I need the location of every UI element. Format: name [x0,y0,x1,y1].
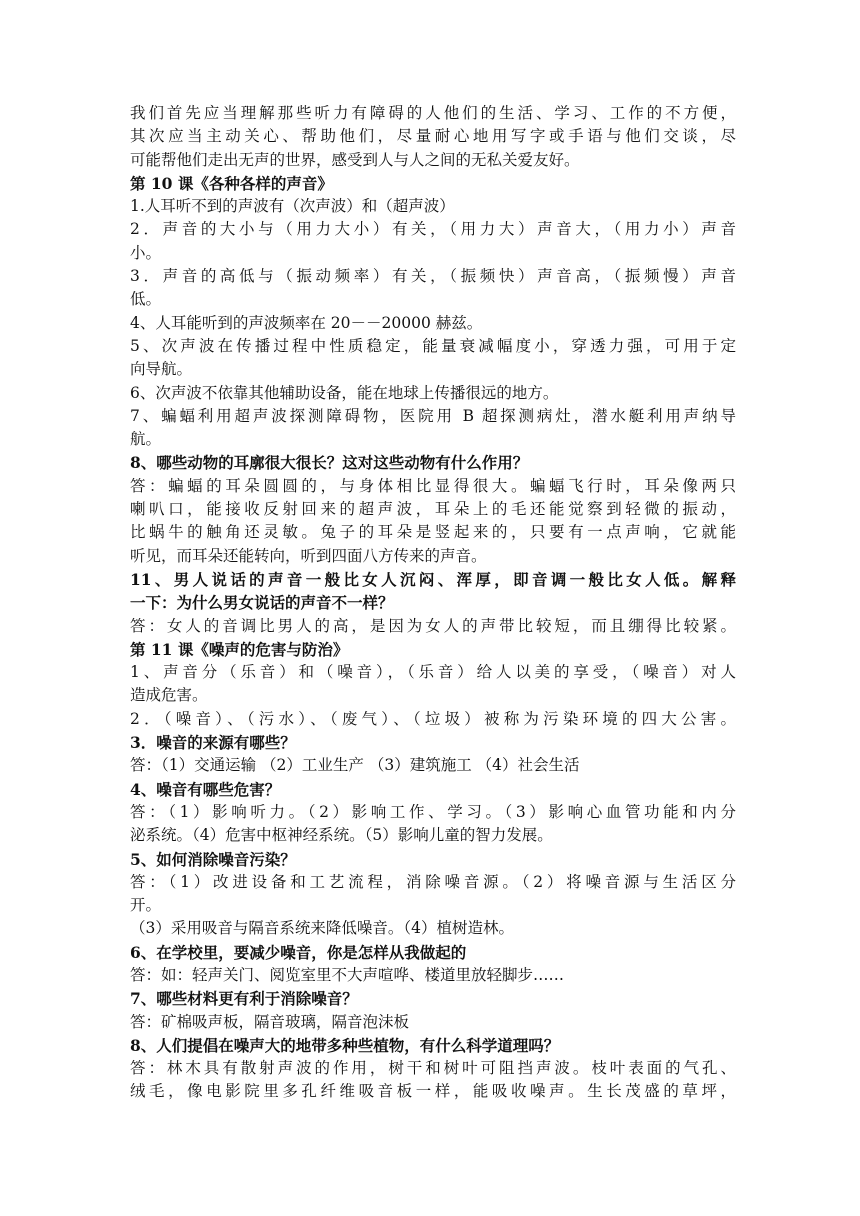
text-line: 航。 [130,430,162,449]
text-line: 听见，而耳朵还能转向，听到四面八方传来的声音。 [130,546,487,565]
text-line: 5、次声波在传播过程中性质稳定，能量衰减幅度小，穿透力强，可用于定 [130,336,736,355]
text-line: 其次应当主动关心、帮助他们，尽量耐心地用写字或手语与他们交谈，尽 [130,127,736,146]
text-line: 我们首先应当理解那些听力有障碍的人他们的生活、学习、工作的不方便， [130,104,736,122]
text-line: 小。 [130,243,162,262]
text-line: 喇叭口，能接收反射回来的超声波，耳朵上的毛还能觉察到轻微的振动， [130,500,736,519]
text-line: 答：林木具有散射声波的作用，树干和树叶可阻挡声波。枝叶表面的气孔、 [130,1059,736,1078]
text-line: 答：女人的音调比男人的高，是因为女人的声带比较短，而且绷得比较紧。 [130,616,736,635]
text-line: 向导航。 [130,360,193,379]
text-line: 答：（1）交通运输 （2）工业生产 （3）建筑施工 （4）社会生活 [130,756,580,775]
heading-line: 8、哪些动物的耳廓很大很长？这对这些动物有什么作用？ [130,453,529,473]
text-line: （3）采用吸音与隔音系统来降低噪音。（4）植树造林。 [130,919,514,938]
heading-line: 7、哪些材料更有利于消除噪音？ [130,989,358,1009]
heading-line: 11、男人说话的声音一般比女人沉闷、浑厚，即音调一般比女人低。解释 [130,569,736,589]
text-line: 2．声音的大小与（用力大小）有关，（用力大）声音大，（用力小）声音 [130,220,736,239]
heading-line: 第 10 课《各种各样的声音》 [130,173,333,193]
text-line: 开。 [130,896,162,915]
document-body [130,102,736,1104]
text-line: 答：蝙蝠的耳朵圆圆的，与身体相比显得很大。蝙蝠飞行时，耳朵像两只 [130,476,736,495]
text-line: 泌系统。（4）危害中枢神经系统。（5）影响儿童的智力发展。 [130,826,553,845]
text-line: 造成危害。 [130,686,208,705]
text-line: 可能帮他们走出无声的世界，感受到人与人之间的无私关爱友好。 [130,150,580,169]
text-line: 绒毛，像电影院里多孔纤维吸音板一样，能吸收噪声。生长茂盛的草坪， [130,1082,736,1101]
text-line: 6、次声波不依靠其他辅助设备，能在地球上传播很远的地方。 [130,383,559,402]
text-line: 3．声音的高低与（振动频率）有关，（振频快）声音高，（振频慢）声音 [130,267,736,286]
text-line: 1、声音分（乐音）和（噪音），（乐音）给人以美的享受，（噪音）对人 [130,663,736,682]
text-line: 7、蝙蝠利用超声波探测障碍物，医院用 B 超探测病灶，潜水艇利用声纳导 [130,406,736,425]
heading-line: 一下：为什么男女说话的声音不一样？ [130,593,394,613]
text-line: 比蜗牛的触角还灵敏。兔子的耳朵是竖起来的，只要有一点声响，它就能 [130,523,736,542]
text-line: 1.人耳听不到的声波有（次声波）和（超声波） [130,197,455,216]
text-line: 答：如：轻声关门、阅览室里不大声喧哗、楼道里放轻脚步…… [130,965,565,984]
heading-line: 4、噪音有哪些危害？ [130,779,281,799]
heading-line: 6、在学校里，要减少噪音，你是怎样从我做起的 [130,942,467,962]
text-line: 答：（1）改进设备和工艺流程，消除噪音源。（2）将噪音源与生活区分 [130,872,736,891]
text-line: 4、人耳能听到的声波频率在 20－－20000 赫兹。 [130,313,483,332]
text-line: 答：矿棉吸声板，隔音玻璃，隔音泡沫板 [130,1012,410,1031]
text-line: 答：（1）影响听力。（2）影响工作、学习。（3）影响心血管功能和内分 [130,802,736,821]
text-line: 低。 [130,290,162,309]
text-line: 2．（噪音）、（污水）、（废气）、（垃圾）被称为污染环境的四大公害。 [130,709,736,728]
heading-line: 第 11 课《噪声的危害与防治》 [130,639,349,659]
heading-line: 5、如何消除噪音污染？ [130,849,296,869]
heading-line: 8、人们提倡在噪声大的地带多种些植物，有什么科学道理吗？ [130,1035,560,1055]
heading-line: 3．噪音的来源有哪些？ [130,733,296,753]
